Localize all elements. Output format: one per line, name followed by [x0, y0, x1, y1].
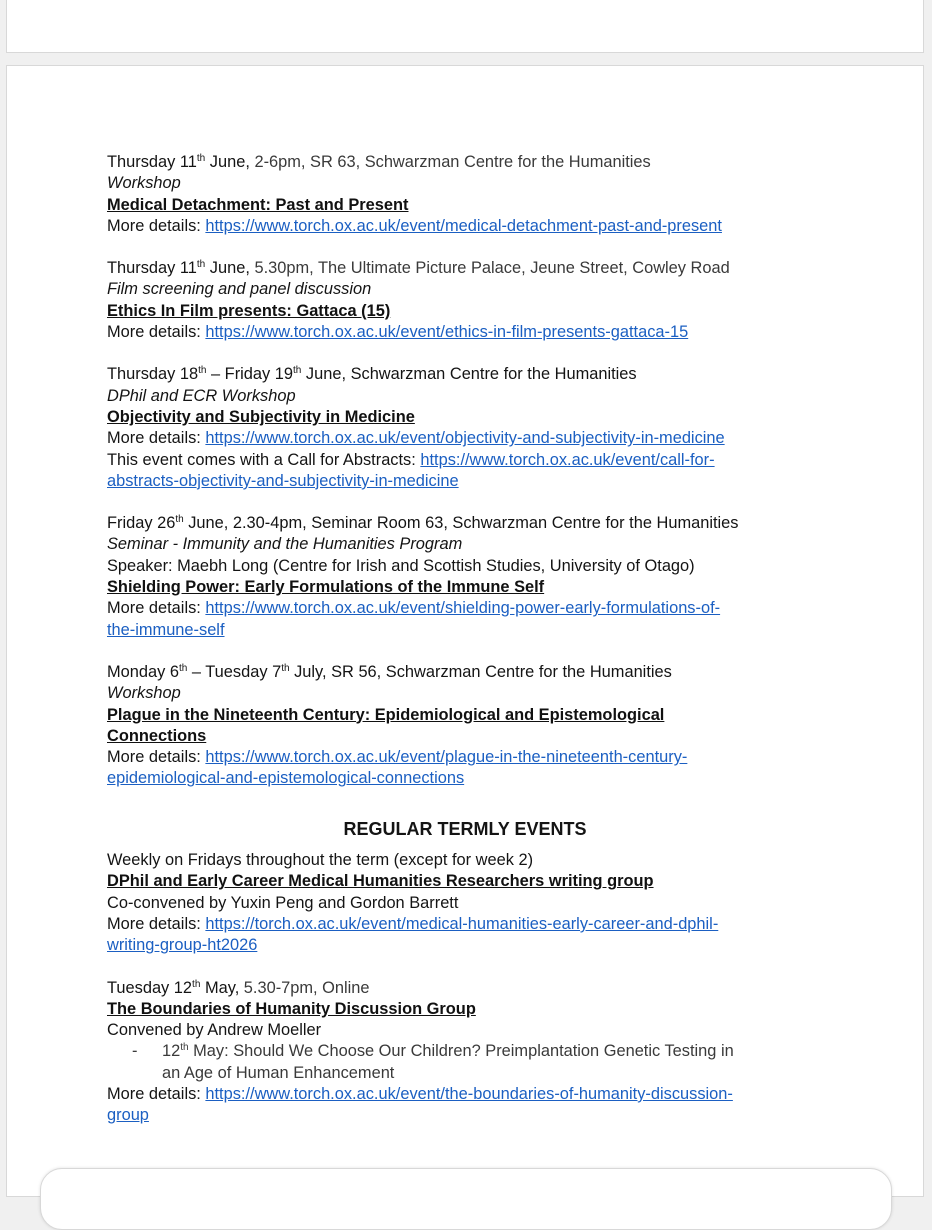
regular-event-title: DPhil and Early Career Medical Humanities Researchers writing group	[107, 872, 654, 891]
event-title: Medical Detachment: Past and Present	[107, 195, 409, 214]
event-type: Seminar - Immunity and the Humanities Program	[107, 535, 463, 554]
event-type: Workshop	[107, 174, 181, 193]
event-title: Objectivity and Subjectivity in Medicine	[107, 407, 415, 426]
regular-event-link[interactable]: https://www.torch.ox.ac.uk/event/the-boundaries-of-humanity-discussion-	[205, 1084, 733, 1103]
event-more-details: More details: https://www.torch.ox.ac.uk/event/objectivity-and-subjectivity-in-medicine	[107, 429, 725, 448]
regular-event-link[interactable]: group	[107, 1106, 149, 1125]
event-title: Ethics In Film presents: Gattaca (15)	[107, 301, 391, 320]
event-link[interactable]: https://www.torch.ox.ac.uk/event/objectivity-and-subjectivity-in-medicine	[205, 429, 725, 448]
event-type: Workshop	[107, 684, 181, 703]
call-for-abstracts: This event comes with a Call for Abstracts: https://www.torch.ox.ac.uk/event/call-for-	[107, 450, 715, 469]
event-date-line: Monday 6th – Tuesday 7th July, SR 56, Schwarzman Centre for the Humanities	[107, 662, 672, 681]
event-entry	[107, 258, 827, 343]
regular-event-convened: Convened by Andrew Moeller	[107, 1021, 322, 1040]
event-entry	[107, 662, 827, 790]
regular-event-entry	[107, 850, 827, 956]
session-list-item	[132, 1041, 827, 1084]
call-for-abstracts-link[interactable]: abstracts-objectivity-and-subjectivity-in-medicine	[107, 471, 459, 490]
event-more-details-continued	[107, 620, 827, 641]
regular-event-when: Weekly on Fridays throughout the term (except for week 2)	[107, 851, 534, 870]
event-more-details: More details: https://www.torch.ox.ac.uk/event/shielding-power-early-formulations-of-	[107, 599, 721, 618]
section-heading: REGULAR TERMLY EVENTS	[343, 818, 587, 839]
event-entry	[107, 364, 827, 492]
event-more-details: More details: https://www.torch.ox.ac.uk/event/plague-in-the-nineteenth-century-	[107, 748, 688, 767]
regular-event-more-details-continued	[107, 1105, 827, 1126]
event-more-details: More details: https://www.torch.ox.ac.uk/event/medical-detachment-past-and-present	[107, 216, 722, 235]
regular-event-title: The Boundaries of Humanity Discussion Group	[107, 999, 476, 1018]
regular-event-convened: Co-convened by Yuxin Peng and Gordon Barrett	[107, 893, 459, 912]
event-type: Film screening and panel discussion	[107, 280, 372, 299]
event-more-details: More details: https://www.torch.ox.ac.uk/event/ethics-in-film-presents-gattaca-15	[107, 323, 689, 342]
event-date-line: Friday 26th June, 2.30-4pm, Seminar Room 63, Schwarzman Centre for the Humanities	[107, 514, 739, 533]
event-link[interactable]: epidemiological-and-epistemological-connections	[107, 769, 465, 788]
previous-page	[6, 0, 924, 53]
event-link[interactable]: https://www.torch.ox.ac.uk/event/ethics-in-film-presents-gattaca-15	[205, 323, 689, 342]
event-link[interactable]: https://www.torch.ox.ac.uk/event/medical-detachment-past-and-present	[205, 216, 722, 235]
event-title: Shielding Power: Early Formulations of the Immune Self	[107, 578, 545, 597]
regular-event-entry	[107, 978, 827, 1127]
session-description: 12th May: Should We Choose Our Children? Preimplantation Genetic Testing in an Age of Human Enhancement	[162, 1042, 734, 1082]
regular-event-more-details: More details: https://www.torch.ox.ac.uk/event/the-boundaries-of-humanity-discussion-	[107, 1084, 733, 1103]
regular-event-more-details-continued	[107, 935, 827, 956]
event-link[interactable]: https://www.torch.ox.ac.uk/event/shielding-power-early-formulations-of-	[205, 599, 721, 618]
event-link[interactable]: the-immune-self	[107, 620, 225, 639]
next-page-card	[40, 1168, 892, 1230]
regular-event-date-line: Tuesday 12th May, 5.30-7pm, Online	[107, 978, 370, 997]
call-for-abstracts-link[interactable]: https://www.torch.ox.ac.uk/event/call-for-	[420, 450, 715, 469]
event-speaker: Speaker: Maebh Long (Centre for Irish and Scottish Studies, University of Otago)	[107, 556, 695, 575]
event-date-line: Thursday 11th June, 2-6pm, SR 63, Schwarzman Centre for the Humanities	[107, 153, 651, 171]
event-link[interactable]: https://www.torch.ox.ac.uk/event/plague-in-the-nineteenth-century-	[205, 748, 688, 767]
event-entry	[107, 152, 827, 237]
event-title-continued: Connections	[107, 726, 207, 745]
regular-event-more-details: More details: https://torch.ox.ac.uk/event/medical-humanities-early-career-and-dphil-	[107, 914, 719, 933]
event-type: DPhil and ECR Workshop	[107, 386, 296, 405]
call-for-abstracts-continued	[107, 471, 827, 492]
event-date-line: Thursday 11th June, 5.30pm, The Ultimate Picture Palace, Jeune Street, Cowley Road	[107, 259, 730, 278]
regular-event-link[interactable]: https://torch.ox.ac.uk/event/medical-humanities-early-career-and-dphil-	[205, 914, 719, 933]
regular-event-link[interactable]: writing-group-ht2026	[107, 936, 258, 955]
events-list	[107, 152, 827, 1148]
event-entry	[107, 513, 827, 641]
event-date-line: Thursday 18th – Friday 19th June, Schwarzman Centre for the Humanities	[107, 365, 637, 384]
event-more-details-continued	[107, 768, 827, 789]
event-title: Plague in the Nineteenth Century: Epidemiological and Epistemological	[107, 705, 665, 724]
bullet-dash: -	[132, 1042, 138, 1061]
